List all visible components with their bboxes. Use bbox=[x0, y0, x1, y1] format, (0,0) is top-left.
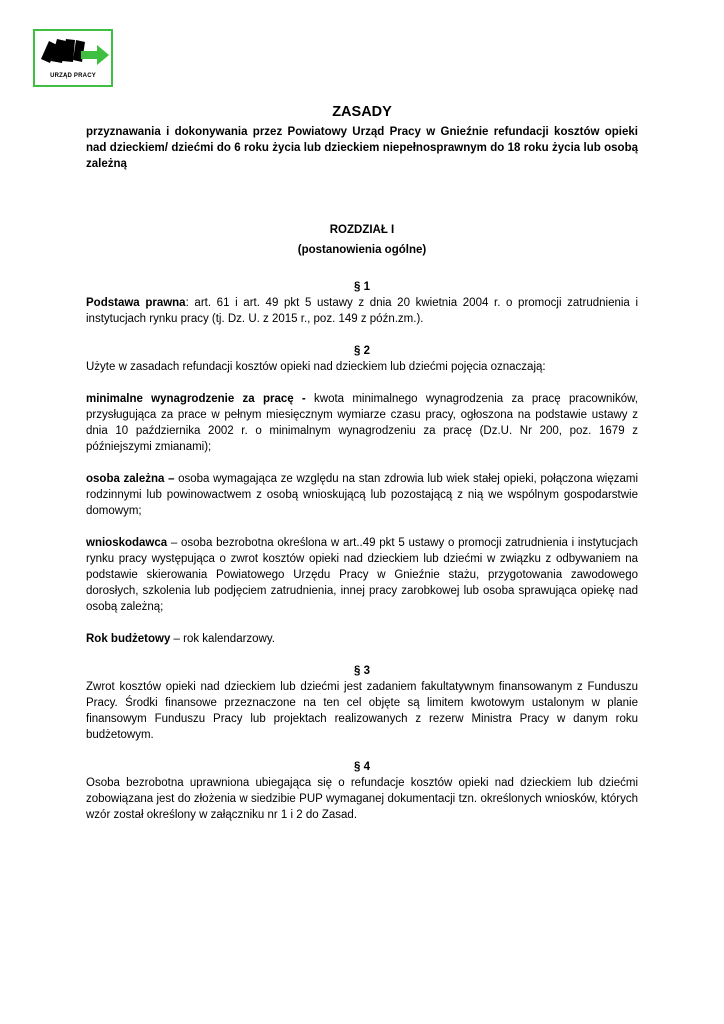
document-title: ZASADY bbox=[332, 104, 392, 120]
definition-applicant bbox=[86, 535, 638, 615]
section-1-text bbox=[86, 295, 638, 327]
definition-minimum-wage-term: minimalne wynagrodzenie za pracę - bbox=[86, 393, 306, 405]
section-1-term: Podstawa prawna bbox=[86, 297, 186, 309]
definition-budget-year-term: Rok budżetowy bbox=[86, 633, 171, 645]
document-content bbox=[86, 104, 638, 823]
section-2-number: § 2 bbox=[354, 345, 370, 357]
definition-minimum-wage bbox=[86, 391, 638, 455]
chapter-label: ROZDZIAŁ I bbox=[329, 224, 395, 236]
definition-applicant-term: wnioskodawca bbox=[86, 537, 168, 549]
section-3-number: § 3 bbox=[354, 665, 370, 677]
document-subtitle: przyznawania i dokonywania przez Powiatowy Urząd Pracy w Gnieźnie refundacji kosztów opieki nad dzieckiem/ dziećmi do 6 roku życia lub dzieckiem niepełnosprawnym do 18 roku życia lub osobą zależną bbox=[86, 126, 638, 170]
chapter-name: (postanowienia ogólne) bbox=[297, 244, 427, 256]
section-2-intro: Użyte w zasadach refundacji kosztów opieki nad dzieckiem lub dziećmi pojęcia oznaczają: bbox=[86, 361, 546, 373]
section-4-number: § 4 bbox=[354, 761, 370, 773]
logo-label: URZĄD PRACY bbox=[50, 73, 96, 79]
definition-dependent-person-body: osoba wymagająca ze względu na stan zdrowia lub wiek stałej opieki, połączona więzami rodzinnymi lub powinowactwem z osobą wnioskującą lub pozostającą z nią we wspólnym gospodarstwie domowym; bbox=[86, 473, 639, 517]
definition-applicant-body: – osoba bezrobotna określona w art..49 pkt 5 ustawy o promocji zatrudnienia i instytucjach rynku pracy występująca o zwrot kosztów opieki nad dzieckiem lub dziećmi w związku z odbywaniem na podstawie skierowania Powiatowego Urzędu Pracy w Gnieźnie stażu, przygotowania zawodowego dorosłych, szkolenia lub podjęciem zatrudnienia, innej pracy zarobkowej lub osoba sprawująca opiekę nad osobą zależną; bbox=[86, 537, 638, 613]
definition-dependent-person-term: osoba zależna – bbox=[86, 473, 175, 485]
urzad-pracy-logo bbox=[33, 29, 113, 87]
definition-budget-year bbox=[86, 631, 638, 647]
section-1-number: § 1 bbox=[354, 281, 370, 293]
definition-minimum-wage-body: kwota minimalnego wynagrodzenia za pracę pracowników, przysługująca za prace w pełnym miesięcznym wymiarze czasu pracy, ogłoszona na podstawie ustawy z dnia 10 października 2002 r. o minimalnym wynagrodzeniu za pracę (Dz.U. Nr 200, poz. 1679 z późniejszymi zmianami); bbox=[86, 393, 638, 453]
section-3-text: Zwrot kosztów opieki nad dzieckiem lub dziećmi jest zadaniem fakultatywnym finansowanym z Funduszu Pracy. Środki finansowe przeznaczone na ten cel objęte są limitem kwotowym ustalonym w planie finansowym Funduszu Pracy lub projektach realizowanych z rezerw Ministra Pracy w danym roku budżetowym. bbox=[86, 681, 638, 741]
section-4-text: Osoba bezrobotna uprawniona ubiegająca się o refundacje kosztów opieki nad dzieckiem lub dziećmi zobowiązana jest do złożenia w siedzibie PUP wymaganej dokumentacji tzn. określonych wniosków, których wzór został określony w załączniku nr 1 i 2 do Zasad. bbox=[86, 777, 638, 821]
definition-budget-year-body: – rok kalendarzowy. bbox=[170, 633, 275, 645]
definition-dependent-person bbox=[86, 471, 638, 519]
section-1-body: : art. 61 i art. 49 pkt 5 ustawy z dnia 20 kwietnia 2004 r. o promocji zatrudnienia i instytucjach rynku pracy (tj. Dz. U. z 2015 r., poz. 149 z późn.zm.). bbox=[86, 297, 638, 325]
